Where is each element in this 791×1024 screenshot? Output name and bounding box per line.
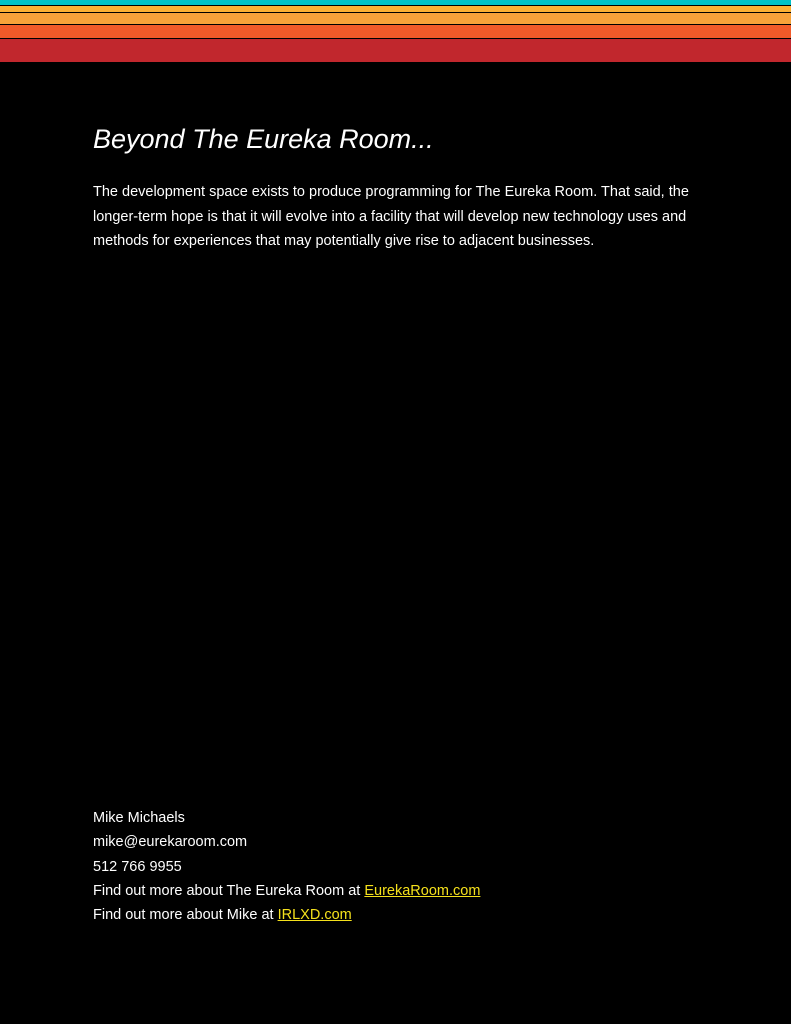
contact-mike-prefix: Find out more about Mike at [93, 907, 278, 924]
contact-email: mike@eurekaroom.com [93, 834, 248, 851]
header-color-stripes [0, 0, 791, 62]
stripe-red [0, 39, 791, 62]
contact-phone: 512 766 9955 [93, 858, 182, 875]
eureka-room-link[interactable]: EurekaRoom.com [364, 882, 481, 899]
section-body: The development space exists to produce programming for The Eureka Room. That said, the longer-term hope is that it will evolve into a facility that will develop new technology uses and methods for experiences that may potentially give rise to adjacent businesses. [93, 184, 689, 249]
contact-eureka-prefix: Find out more about The Eureka Room at [93, 882, 365, 899]
contact-eureka-line [93, 879, 693, 903]
irlxd-link[interactable]: IRLXD.com [277, 907, 352, 924]
contact-block [93, 806, 693, 927]
section-title: Beyond The Eureka Room... [93, 124, 434, 154]
stripe-amber [0, 13, 791, 24]
contact-name: Mike Michaels [93, 810, 185, 826]
section-beyond [93, 120, 703, 254]
stripe-orange [0, 25, 791, 38]
contact-mike-line [93, 903, 693, 927]
